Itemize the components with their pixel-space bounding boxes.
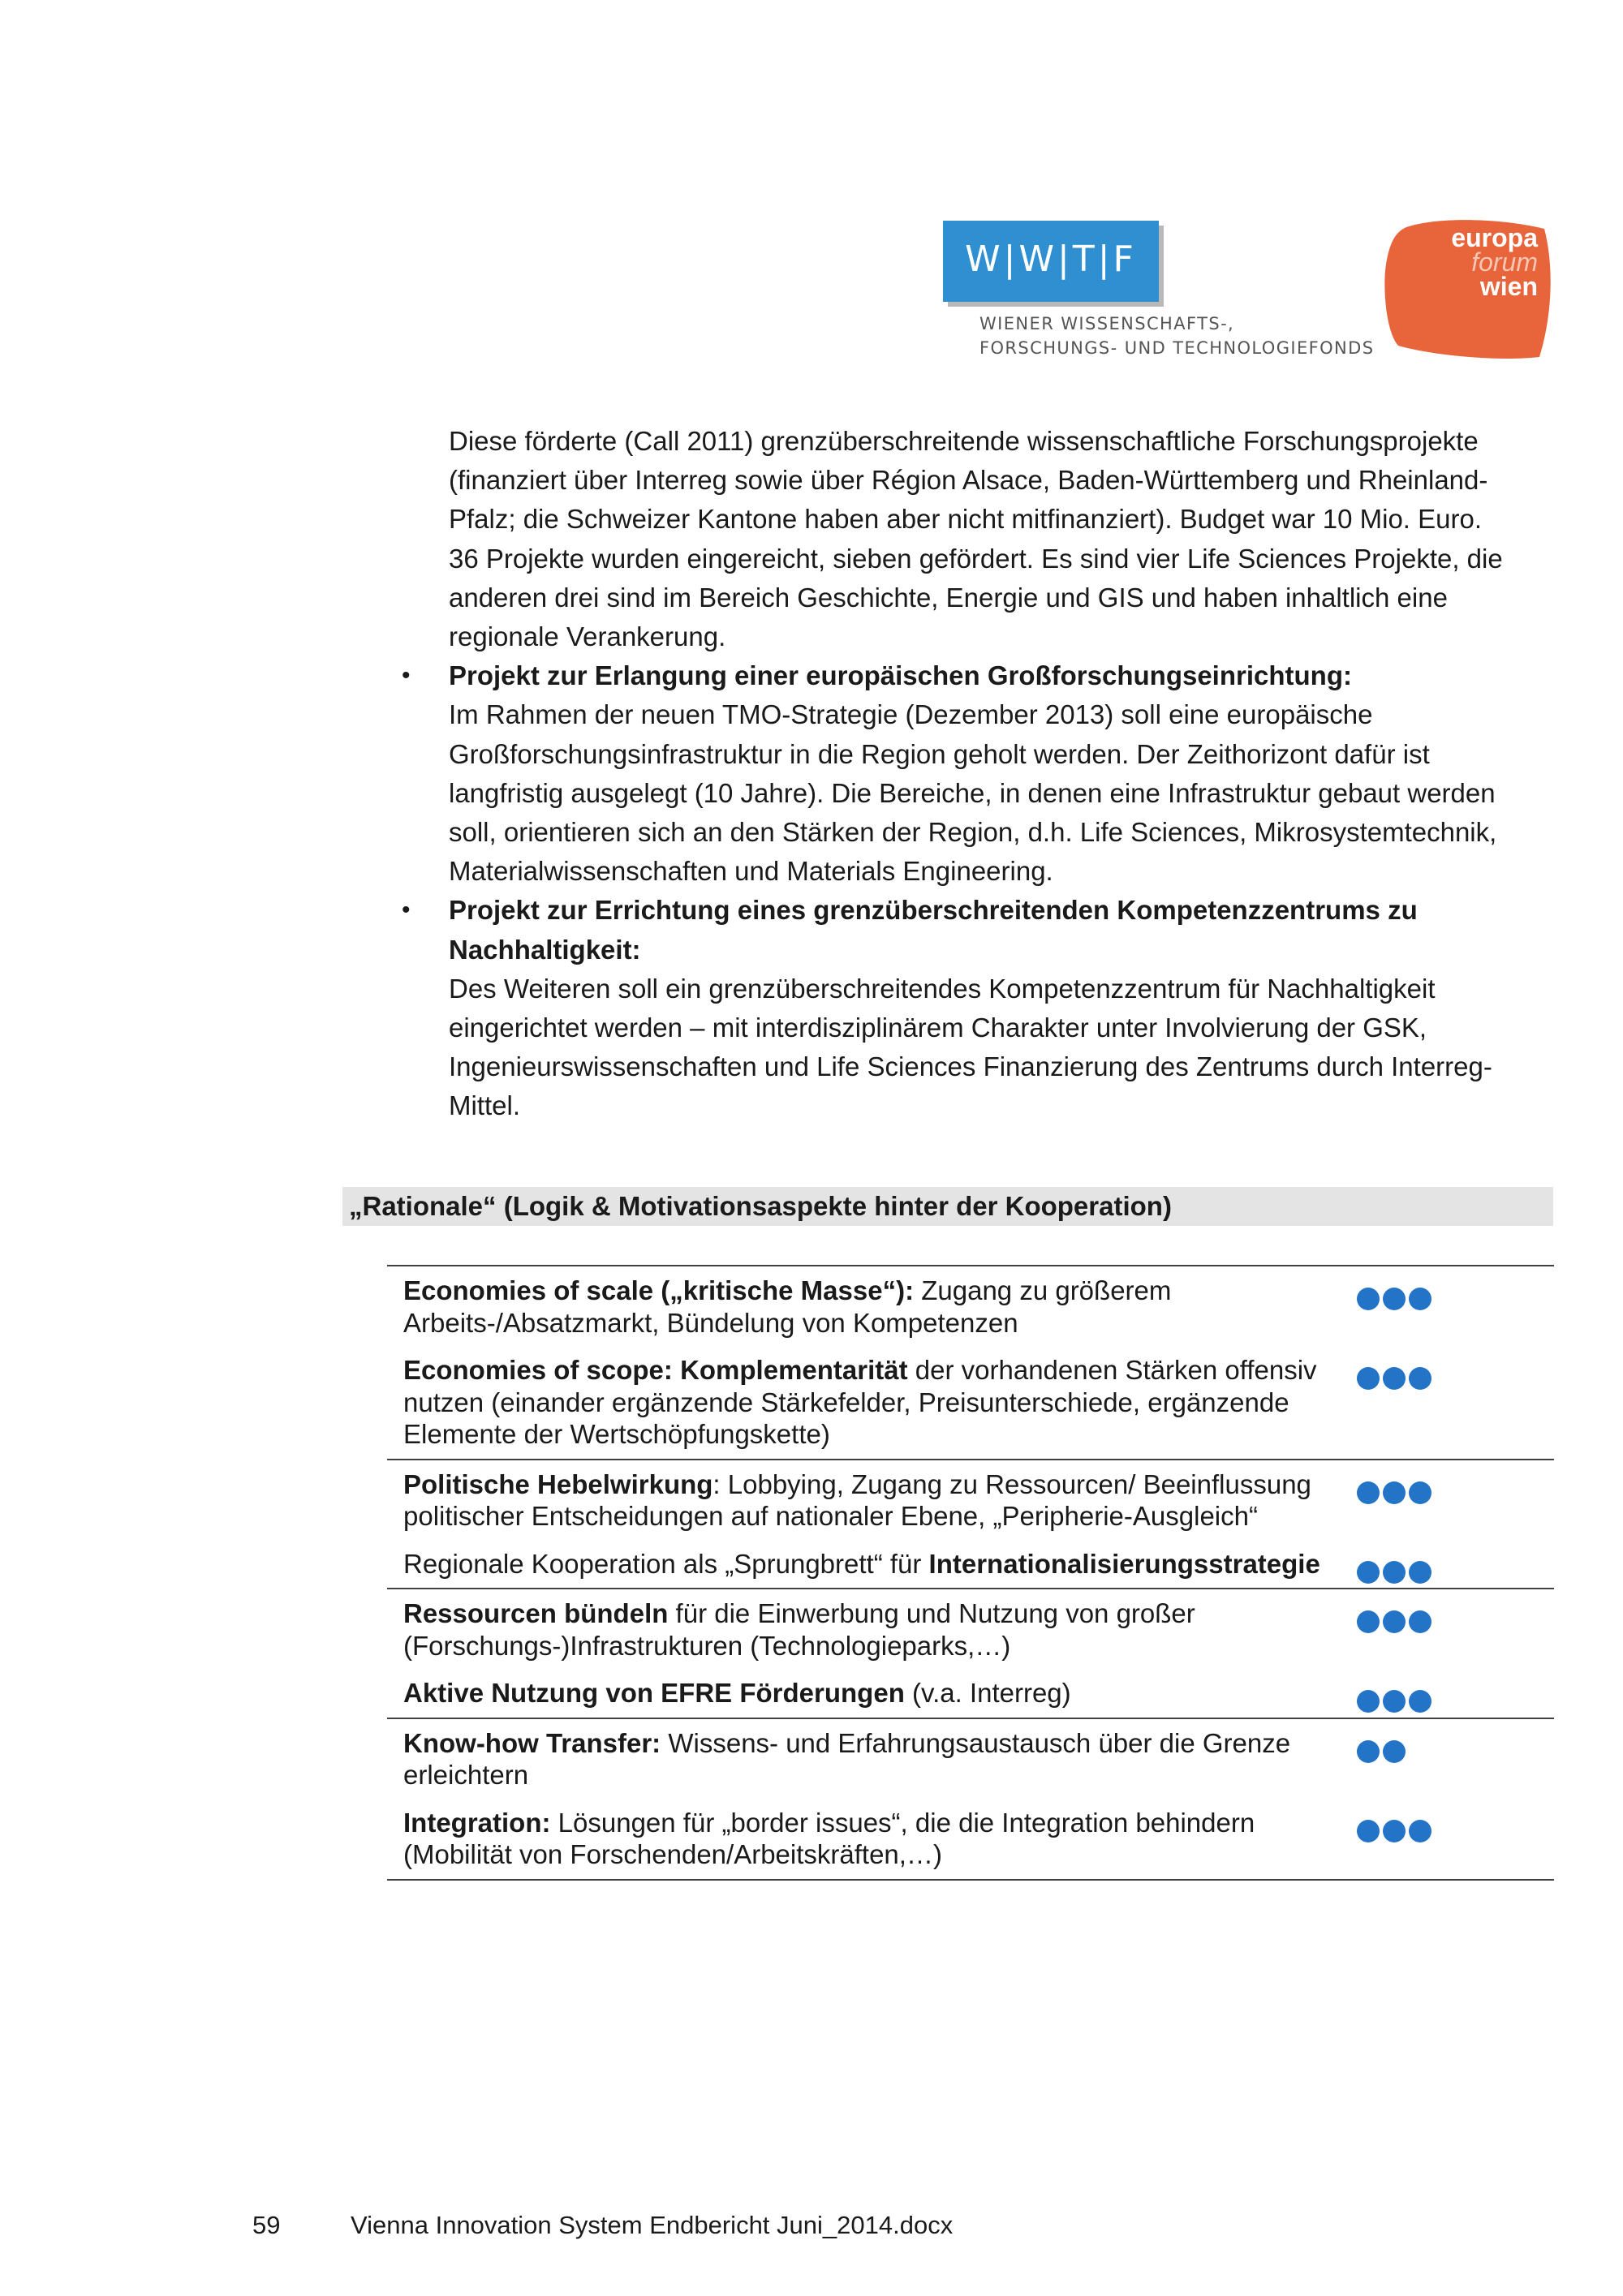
rating-dot-icon (1383, 1610, 1406, 1633)
row-text: Lösungen für „border issues“, die die Integration behindern (Mobilität von Forschenden/Arbeitskräften,…) (403, 1807, 1255, 1869)
rating-dots (1357, 1740, 1406, 1763)
table-divider (387, 1879, 1554, 1881)
rating-dots (1357, 1610, 1431, 1633)
row-bold-text: Economies of scope: Komplementarität (403, 1355, 908, 1385)
rating-dot-icon (1409, 1561, 1431, 1584)
rating-dots (1357, 1561, 1431, 1584)
rating-dot-icon (1357, 1367, 1380, 1390)
rating-dots (1357, 1481, 1431, 1504)
rating-dots (1357, 1367, 1431, 1390)
rationale-group (387, 1719, 1554, 1879)
rating-dots (1357, 1690, 1431, 1713)
rationale-row (387, 1354, 1345, 1451)
row-bold-text: Economies of scale („kritische Masse“): (403, 1275, 915, 1305)
wwtf-subtitle (979, 312, 1374, 360)
page-number: 59 (252, 2211, 281, 2239)
intro-paragraph: Diese förderte (Call 2011) grenzüberschreitende wissenschaftliche Forschungsprojekte (finanziert über Interreg sowie über Région Alsace, Baden-Württemberg und Rheinland-Pfalz; die Schweizer Kantone haben aber nicht mitfinanziert). Budget war 10 Mio. Euro. 36 Projekte wurden eingereicht, sieben gefördert. Es sind vier Life Sciences Projekte, die anderen drei sind im Bereich Geschichte, Energie und GIS und haben inhaltlich eine regionale Verankerung. (449, 426, 1503, 652)
bullet-text: Des Weiteren soll ein grenzüberschreitendes Kompetenzzentrum für Nachhaltigkeit eingerichtet werden – mit interdisziplinärem Charakter unter Involvierung der GSK, Ingenieurswissenschaften und Life Sciences Finanzierung des Zentrums durch Interreg-Mittel. (449, 973, 1492, 1121)
bullet-icon: • (402, 662, 411, 690)
rating-dot-icon (1383, 1740, 1406, 1763)
bullet-text: Im Rahmen der neuen TMO-Strategie (Dezember 2013) soll eine europäische Großforschungsinfrastruktur in die Region geholt werden. Der Zeithorizont dafür ist langfristig ausgelegt (10 Jahre). Die Bereiche, in denen eine Infrastruktur gebaut werden soll, orientieren sich an den Stärken der Region, d.h. Life Sciences, Mikrosystemtechnik, Materialwissenschaften und Materials Engineering. (449, 699, 1497, 887)
rationale-heading: „Rationale“ (Logik & Motivationsaspekte hinter der Kooperation) (342, 1187, 1553, 1226)
rating-dot-icon (1357, 1690, 1380, 1713)
bullet-title: Projekt zur Erlangung einer europäischen Großforschungseinrichtung: (449, 660, 1352, 691)
europa-logo-word: europa (1451, 223, 1538, 252)
bullet-title: Projekt zur Errichtung eines grenzüberschreitenden Kompetenzzentrums zu Nachhaltigkeit: (449, 895, 1418, 965)
rating-dots (1357, 1288, 1431, 1310)
rating-dot-icon (1383, 1481, 1406, 1504)
rationale-row (387, 1468, 1345, 1548)
rating-dot-icon (1383, 1561, 1406, 1584)
row-bold-text: Ressourcen bündeln (403, 1598, 669, 1628)
rating-dot-icon (1357, 1610, 1380, 1633)
rating-dots (1357, 1820, 1431, 1842)
rating-dot-icon (1383, 1820, 1406, 1842)
row-bold-text: Know-how Transfer: (403, 1727, 661, 1758)
rating-dot-icon (1383, 1367, 1406, 1390)
wwtf-subtitle-line: FORSCHUNGS- UND TECHNOLOGIEFONDS (979, 338, 1375, 358)
rationale-group (387, 1460, 1554, 1589)
europa-forum-wien-logo (1384, 217, 1554, 362)
rating-dot-icon (1409, 1820, 1431, 1842)
rating-dot-icon (1357, 1740, 1380, 1763)
row-text: Zugang zu größerem Arbeits-/Absatzmarkt, Bündelung von Kompetenzen (403, 1275, 1172, 1338)
bullet-icon: • (402, 896, 411, 924)
row-text: für die Einwerbung und Nutzung von großer (Forschungs-)Infrastrukturen (Technologieparks,…) (403, 1598, 1195, 1661)
rationale-group (387, 1589, 1554, 1718)
rating-dot-icon (1357, 1820, 1380, 1842)
rating-dot-icon (1357, 1288, 1380, 1310)
row-text: (v.a. Interreg) (904, 1678, 1071, 1708)
rating-dot-icon (1357, 1481, 1380, 1504)
bullet-item (402, 656, 1504, 891)
rationale-row (387, 1677, 1345, 1709)
wwtf-logo-text: W|W|T|F (965, 239, 1137, 280)
row-bold-text: Politische Hebelwirkung (403, 1468, 713, 1499)
europa-logo-word: forum (1471, 247, 1538, 277)
rationale-row (387, 1807, 1345, 1871)
rationale-row (387, 1597, 1345, 1677)
wwtf-subtitle-line: WIENER WISSENSCHAFTS-, (979, 314, 1235, 333)
row-bold-text: Integration: (403, 1807, 551, 1838)
rating-dot-icon (1357, 1561, 1380, 1584)
rationale-row (387, 1548, 1345, 1580)
body-text (402, 422, 1504, 1126)
rationale-row (387, 1275, 1345, 1354)
rating-dot-icon (1409, 1288, 1431, 1310)
rating-dot-icon (1383, 1288, 1406, 1310)
row-text: : Lobbying, Zugang zu Ressourcen/ Beeinflussung politischer Entscheidungen auf nationaler Ebene, „Peripherie-Ausgleich“ (403, 1468, 1311, 1531)
row-text: Regionale Kooperation als „Sprungbrett“ für (403, 1548, 929, 1579)
row-text: Wissens- und Erfahrungsaustausch über die Grenze erleichtern (403, 1727, 1291, 1790)
row-bold-text: Aktive Nutzung von EFRE Förderungen (403, 1678, 905, 1708)
rating-dot-icon (1409, 1367, 1431, 1390)
row-bold-text: Internationalisierungsstrategie (928, 1548, 1320, 1579)
rating-dot-icon (1383, 1690, 1406, 1713)
document-name: Vienna Innovation System Endbericht Juni_2014.docx (351, 2211, 954, 2239)
row-text: der vorhandenen Stärken offensiv nutzen (einander ergänzende Stärkefelder, Preisunterschiede, ergänzende Elemente der Wertschöpfungskette) (403, 1355, 1317, 1449)
rationale-row (387, 1727, 1345, 1807)
rating-dot-icon (1409, 1481, 1431, 1504)
europa-logo-word: wien (1479, 272, 1538, 301)
rationale-table (387, 1265, 1554, 1881)
rating-dot-icon (1409, 1690, 1431, 1713)
bullet-item (402, 891, 1504, 1125)
rationale-group (387, 1266, 1554, 1459)
rating-dot-icon (1409, 1610, 1431, 1633)
wwtf-logo (943, 221, 1159, 302)
